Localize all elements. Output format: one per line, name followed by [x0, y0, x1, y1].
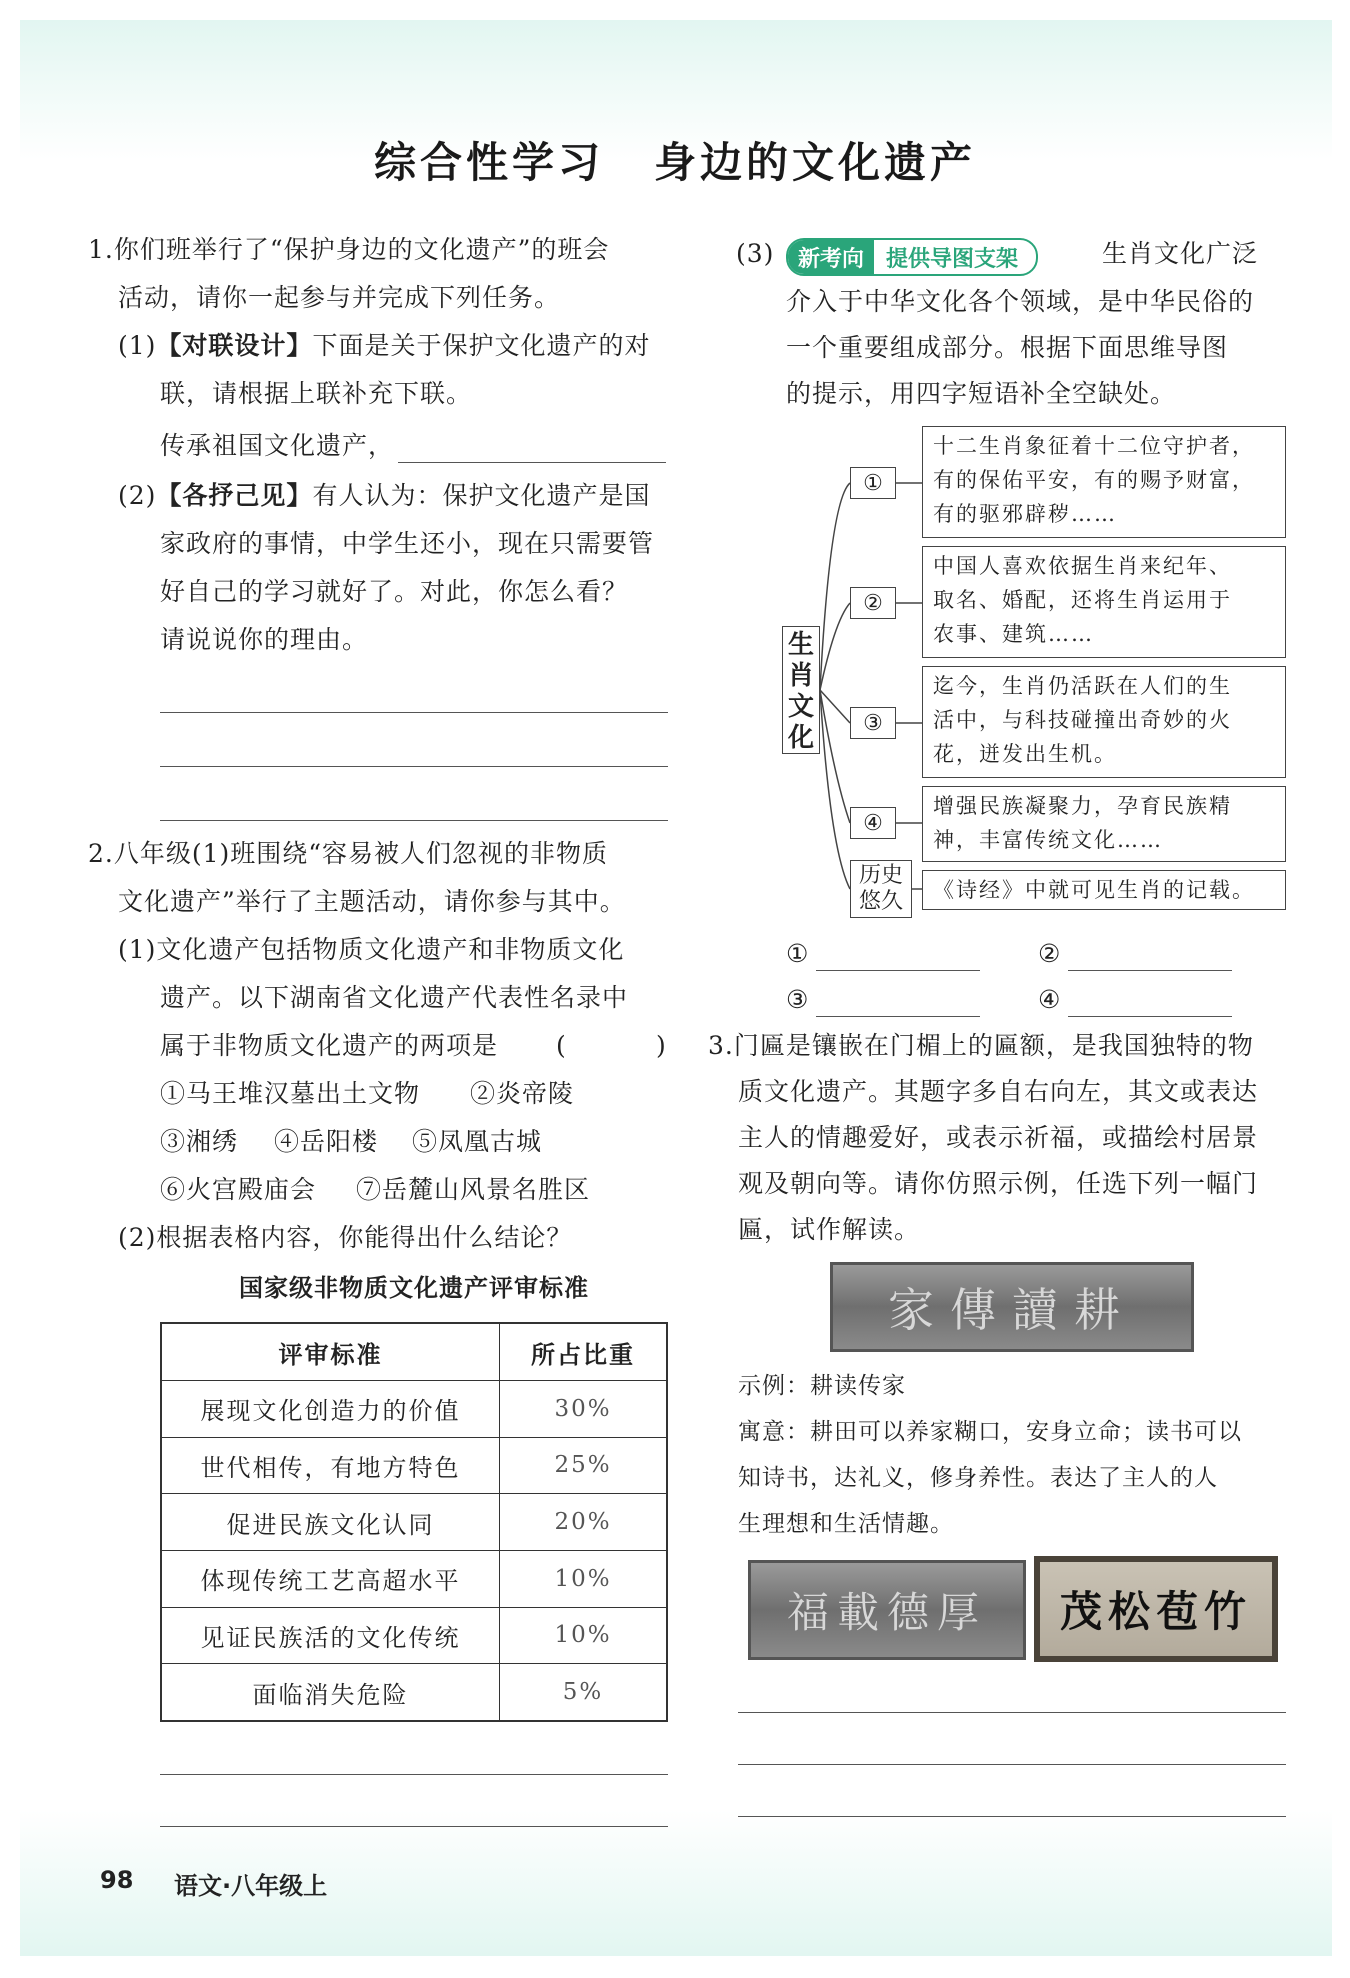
example-label: 示例：耕读传家 — [738, 1373, 906, 1399]
weight-cell: 10% — [500, 1550, 668, 1607]
q1-sub1-line1: (1)【对联设计】下面是关于保护文化遗产的对 — [118, 331, 651, 360]
page-number: 98 — [100, 1866, 134, 1894]
q2-sub2-line: (2)根据表格内容，你能得出什么结论？ — [118, 1223, 573, 1252]
option-item: ①马王堆汉墓出土文物 — [160, 1079, 421, 1108]
mindmap-node-history: 历史 悠久 — [850, 860, 912, 918]
answer-line[interactable] — [738, 1764, 1286, 1765]
q1-sub3-line2: 介入于中华文化各个领域，是中华民俗的 — [786, 287, 1255, 316]
criterion-cell: 面临消失危险 — [161, 1664, 500, 1721]
criterion-cell: 见证民族活的文化传统 — [161, 1607, 500, 1664]
q2-stem-line1: 2.八年级(1)班围绕“容易被人们忽视的非物质 — [88, 839, 609, 868]
criterion-cell: 世代相传，有地方特色 — [161, 1437, 500, 1494]
criterion-cell: 促进民族文化认同 — [161, 1494, 500, 1551]
mindmap-node-3: ③ — [850, 707, 896, 739]
weight-cell: 30% — [500, 1381, 668, 1438]
answer-paren-close: ) — [656, 1031, 667, 1060]
option-item: ④岳阳楼 — [274, 1127, 379, 1156]
q1-sub2-line2: 家政府的事情，中学生还小，现在只需要管 — [160, 529, 655, 558]
answer-label-3: ③ — [786, 985, 810, 1014]
q3-stem-line1: 3.门匾是镶嵌在门楣上的匾额，是我国独特的物 — [708, 1031, 1254, 1060]
answer-blank-4[interactable] — [1068, 1016, 1232, 1017]
q3-stem-line4: 观及朝向等。请你仿照示例，任选下列一幅门 — [738, 1169, 1259, 1198]
q1-stem-line2: 活动，请你一起参与并完成下列任务。 — [118, 283, 561, 312]
q1-sub3-rest: 生肖文化广泛 — [1102, 239, 1259, 268]
q1-sub3-line3: 一个重要组成部分。根据下面思维导图 — [786, 333, 1229, 362]
mindmap-box-1: 十二生肖象征着十二位守护者， 有的保佑平安，有的赐予财富， 有的驱邪辟秽…… — [922, 426, 1286, 538]
criterion-cell: 体现传统工艺高超水平 — [161, 1550, 500, 1607]
table-title: 国家级非物质文化遗产评审标准 — [239, 1274, 589, 1302]
plaque-option-b[interactable]: 茂松苞竹 — [1034, 1556, 1278, 1662]
page-title: 综合性学习 身边的文化遗产 — [373, 138, 977, 187]
mindmap-box-2: 中国人喜欢依据生肖来纪年、 取名、婚配，还将生肖运用于 农事、建筑…… — [922, 546, 1286, 658]
answer-label-2: ② — [1038, 939, 1062, 968]
option-item: ⑦岳麓山风景名胜区 — [356, 1175, 591, 1204]
answer-paren-open: ( — [556, 1031, 567, 1060]
plaque-example-image: 家傳讀耕 — [830, 1262, 1194, 1352]
weight-cell: 25% — [500, 1437, 668, 1494]
mindmap-node-1: ① — [850, 467, 896, 499]
criterion-cell: 展现文化创造力的价值 — [161, 1381, 500, 1438]
answer-label-1: ① — [786, 939, 810, 968]
meaning-line1: 寓意：耕田可以养家糊口，安身立命；读书可以 — [738, 1419, 1242, 1445]
q1-sub2-line4: 请说说你的理由。 — [160, 625, 369, 654]
q2-sub1-line2: 遗产。以下湖南省文化遗产代表性名录中 — [160, 983, 629, 1012]
q3-stem-line3: 主人的情趣爱好，或表示祈福，或描绘村居景 — [738, 1123, 1259, 1152]
answer-blank-1[interactable] — [816, 970, 980, 971]
answer-line[interactable] — [738, 1816, 1286, 1817]
table-header-cell: 评审标准 — [161, 1323, 500, 1381]
book-label: 语文·八年级上 — [174, 1872, 328, 1900]
weight-cell: 10% — [500, 1607, 668, 1664]
mindmap-root: 生 肖 文 化 — [782, 626, 820, 754]
meaning-line3: 生理想和生活情趣。 — [738, 1511, 954, 1537]
couplet-tag: 【对联设计】 — [156, 331, 313, 360]
q2-sub1-line1: (1)文化遗产包括物质文化遗产和非物质文化 — [118, 935, 625, 964]
q1-sub1-line2: 联，请根据上联补充下联。 — [160, 379, 473, 408]
q3-stem-line2: 质文化遗产。其题字多自右向左，其文或表达 — [738, 1077, 1259, 1106]
mindmap-node-4: ④ — [850, 807, 896, 839]
table-header-cell: 所占比重 — [500, 1323, 668, 1381]
q2-stem-line2: 文化遗产”举行了主题活动，请你参与其中。 — [118, 887, 626, 916]
meaning-line2: 知诗书，达礼义，修身养性。表达了主人的人 — [738, 1465, 1218, 1491]
option-item: ②炎帝陵 — [470, 1079, 575, 1108]
plaque-option-a[interactable]: 福載德厚 — [748, 1560, 1026, 1660]
q1-sub3-num: (3) — [736, 239, 775, 268]
answer-blank-3[interactable] — [816, 1016, 980, 1017]
q3-stem-line5: 匾，试作解读。 — [738, 1215, 921, 1244]
mindmap-node-2: ② — [850, 587, 896, 619]
mindmap-box-4: 增强民族凝聚力，孕育民族精 神，丰富传统文化…… — [922, 786, 1286, 862]
option-item: ⑥火宫殿庙会 — [160, 1175, 317, 1204]
opinion-tag: 【各抒己见】 — [156, 481, 313, 510]
tag-label-new: 新考向 — [788, 240, 874, 274]
q1-sub2-line1: (2)【各抒己见】有人认为：保护文化遗产是国 — [118, 481, 651, 510]
couplet-upper: 传承祖国文化遗产， — [160, 431, 395, 460]
q1-sub2-line3: 好自己的学习就好了。对此，你怎么看？ — [160, 577, 629, 606]
tag-label-scaffold: 提供导图支架 — [886, 246, 1019, 272]
weight-cell: 5% — [500, 1664, 668, 1721]
answer-blank-2[interactable] — [1068, 970, 1232, 971]
q1-stem-line1: 1.你们班举行了“保护身边的文化遗产”的班会 — [88, 235, 610, 264]
mindmap-box-3: 迄今，生肖仍活跃在人们的生 活中，与科技碰撞出奇妙的火 花，迸发出生机。 — [922, 666, 1286, 778]
q2-sub1-line3: 属于非物质文化遗产的两项是 — [160, 1031, 499, 1060]
q1-sub3-line4: 的提示，用四字短语补全空缺处。 — [786, 379, 1177, 408]
option-item: ③湘绣 — [160, 1127, 239, 1156]
answer-label-4: ④ — [1038, 985, 1062, 1014]
option-item: ⑤凤凰古城 — [412, 1127, 543, 1156]
mindmap-box-history: 《诗经》中就可见生肖的记载。 — [922, 870, 1286, 910]
answer-line[interactable] — [738, 1712, 1286, 1713]
weight-cell: 20% — [500, 1494, 668, 1551]
